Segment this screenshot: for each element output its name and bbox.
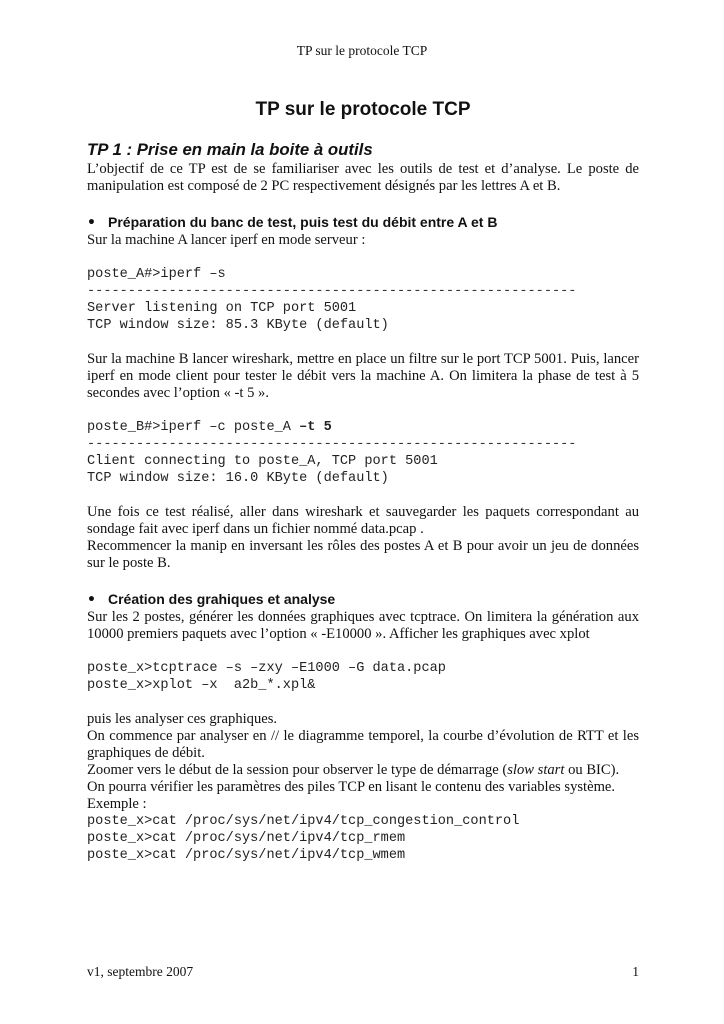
- paragraph-line: sondage fait avec iperf dans un fichier nommé data.pcap .: [87, 521, 424, 537]
- code-output: TCP window size: 16.0 KByte (default): [87, 471, 389, 486]
- bullet-heading-text: Création des grahiques et analyse: [108, 591, 336, 607]
- instruction-client: [87, 351, 639, 402]
- code-output: Client connecting to poste_A, TCP port 5001: [87, 454, 438, 469]
- instruction-analysis: [87, 711, 639, 813]
- paragraph-line: On commence par analyser en // le diagramme temporel, la courbe d’évolution de RTT et les: [87, 728, 639, 744]
- paragraph-line: graphiques de débit.: [87, 745, 205, 761]
- bullet-heading-preparation: [87, 213, 639, 232]
- instruction-tcptrace: [87, 609, 639, 643]
- bullet-icon: •: [87, 592, 96, 608]
- bullet-heading-text: Préparation du banc de test, puis test du débit entre A et B: [108, 214, 498, 230]
- code-command: poste_A#>iperf –s: [87, 267, 226, 282]
- code-command: [87, 419, 639, 436]
- footer-version: v1, septembre 2007: [87, 964, 194, 979]
- code-command: poste_x>cat /proc/sys/net/ipv4/tcp_rmem: [87, 831, 406, 846]
- paragraph-line: Une fois ce test réalisé, aller dans wireshark et sauvegarder les paquets correspondant au: [87, 504, 639, 520]
- bullet-icon: •: [87, 215, 96, 231]
- code-command-flag: –t 5: [299, 420, 332, 435]
- code-command-text: poste_B#>iperf –c poste_A: [87, 420, 300, 435]
- emphasis-slow-start: slow start: [507, 762, 565, 778]
- paragraph-line: On pourra vérifier les paramètres des piles TCP en lisant le contenu des variables système.: [87, 779, 616, 795]
- instruction-server: Sur la machine A lancer iperf en mode serveur :: [87, 232, 366, 248]
- document-title: TP sur le protocole TCP: [255, 99, 471, 120]
- paragraph-line: Exemple :: [87, 796, 147, 812]
- paragraph-line: 10000 premiers paquets avec l’option « -E10000 ». Afficher les graphiques avec xplot: [87, 626, 590, 642]
- paragraph-line: iperf en mode client pour tester le débit vers la machine A. On limitera la phase de test à 5: [87, 368, 639, 384]
- code-separator: ------------------------------------------------------------: [87, 437, 577, 452]
- code-output: TCP window size: 85.3 KByte (default): [87, 318, 389, 333]
- paragraph-line: Sur la machine B lancer wireshark, mettre en place un filtre sur le port TCP 5001. Puis, lancer: [87, 351, 639, 367]
- paragraph-line: ou BIC).: [564, 762, 620, 778]
- code-command: poste_x>xplot –x a2b_*.xpl&: [87, 678, 316, 693]
- instruction-save: [87, 504, 639, 572]
- paragraph-line: Zoomer vers le début de la session pour observer le type de démarrage (: [87, 762, 508, 778]
- paragraph-line: Sur les 2 postes, générer les données graphiques avec tcptrace. On limitera la génération aux: [87, 609, 639, 625]
- paragraph-line: sur le poste B.: [87, 555, 171, 571]
- code-separator: ------------------------------------------------------------: [87, 284, 577, 299]
- page-footer: [87, 963, 639, 980]
- paragraph-line: puis les analyser ces graphiques.: [87, 711, 278, 727]
- page-number: 1: [632, 964, 639, 979]
- code-command: poste_x>tcptrace –s –zxy –E1000 –G data.pcap: [87, 661, 446, 676]
- intro-line: manipulation est composé de 2 PC respectivement désignés par les lettres A et B.: [87, 178, 561, 194]
- code-output: Server listening on TCP port 5001: [87, 301, 357, 316]
- code-block-client: [87, 419, 639, 487]
- page-content: [87, 98, 639, 864]
- intro-paragraph: [87, 161, 639, 195]
- intro-line: L’objectif de ce TP est de se familiariser avec les outils de test et d’analyse. Le poste de: [87, 161, 639, 177]
- code-block-tcptrace: [87, 660, 639, 694]
- bullet-heading-graphs: [87, 590, 639, 609]
- paragraph-line: Recommencer la manip en inversant les rôles des postes A et B pour avoir un jeu de données: [87, 538, 639, 554]
- section-heading-tp1: TP 1 : Prise en main la boite à outils: [87, 140, 373, 159]
- paragraph-line: secondes avec l’option « -t 5 ».: [87, 385, 269, 401]
- running-header: TP sur le protocole TCP: [296, 43, 428, 58]
- code-block-server: [87, 266, 639, 334]
- code-command: poste_x>cat /proc/sys/net/ipv4/tcp_congestion_control: [87, 814, 520, 829]
- code-block-sysctl: [87, 813, 639, 864]
- code-command: poste_x>cat /proc/sys/net/ipv4/tcp_wmem: [87, 848, 406, 863]
